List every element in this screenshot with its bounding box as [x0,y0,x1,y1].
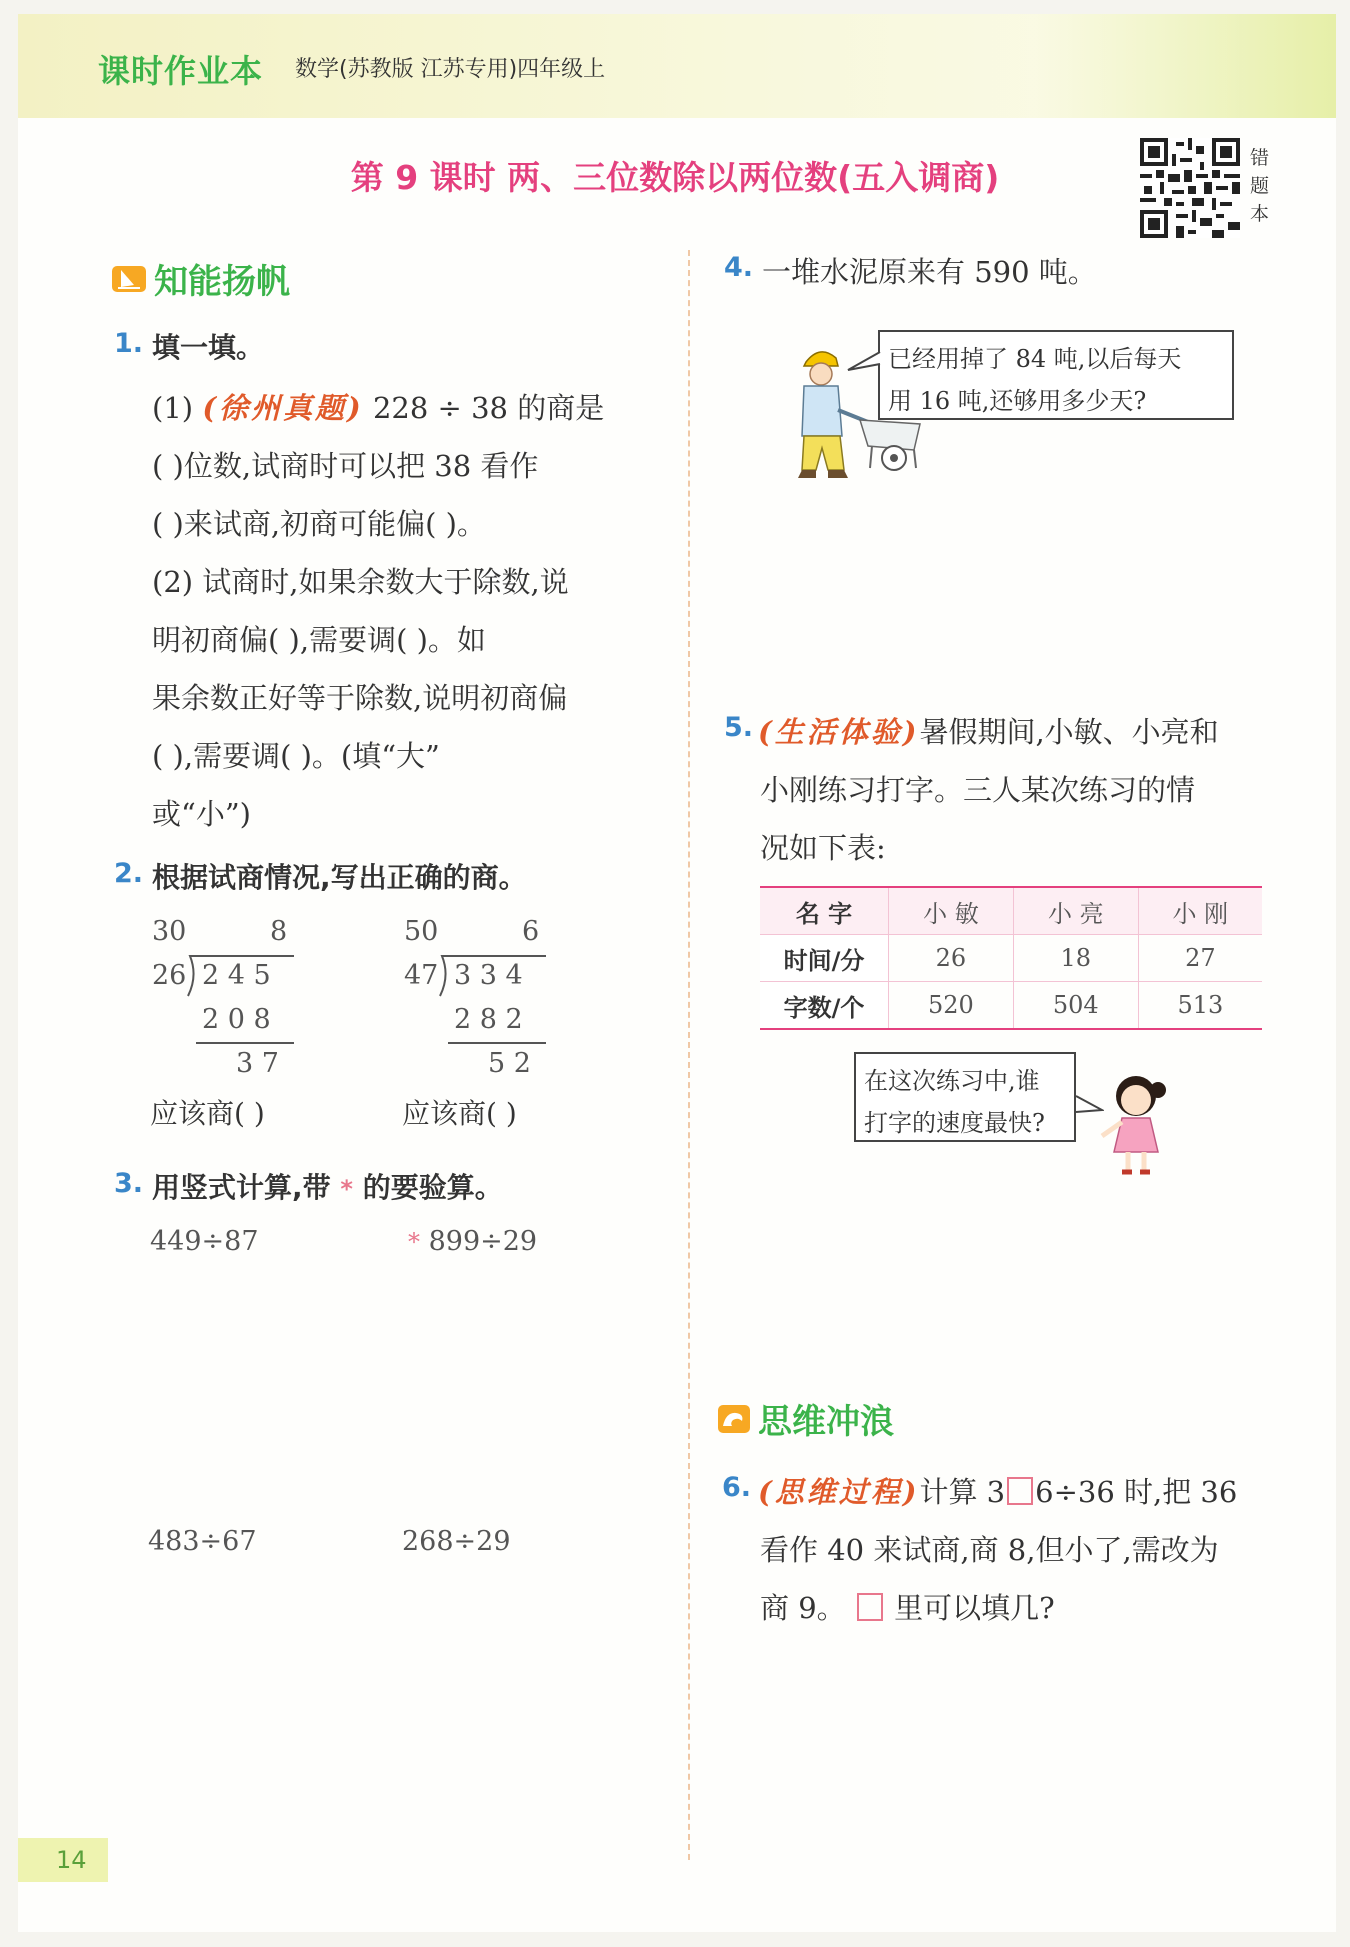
table-cell: 27 [1138,935,1262,982]
blank-box[interactable] [1007,1477,1033,1505]
q3-title-a: 用竖式计算,带 [152,1171,331,1204]
wave-icon [718,1404,750,1434]
q1-line-2: ( )位数,试商时可以把 38 看作 [152,449,539,483]
q5-text: 暑假期间,小敏、小亮和 [919,715,1219,749]
q5-line-1 [758,710,1219,751]
bubble-tail [846,348,882,374]
brand-title: 课时作业本 [98,52,264,90]
q1-line-3: ( )来试商,初商可能偏( )。 [152,507,486,541]
qr-label-char: 错 [1250,147,1270,169]
question-number: 5. [724,712,754,743]
question-title: 填一填。 [152,331,265,364]
girl-illustration [1094,1066,1174,1186]
table-cell: 504 [1013,982,1138,1030]
divisor: 47 [404,960,439,991]
q6-line-1 [758,1470,1237,1511]
q6-text: 里可以填几? [894,1591,1055,1625]
header-accent [1036,14,1336,118]
q1-line-8: 或“小”) [152,797,251,831]
speech-bubble [878,330,1234,420]
section-heading-2 [718,1394,894,1443]
q3-title-b: 的要验算。 [362,1171,503,1204]
page-number: 14 [18,1838,108,1882]
q5-line-3: 况如下表: [760,831,886,865]
subject-label: 数学(苏教版 江苏专用)四年级上 [295,57,606,82]
table-row [760,935,1262,982]
typing-table [760,886,1262,1030]
trial-quotient: 50 [404,916,439,947]
lesson-title: 第 9 课时 两、三位数除以两位数(五入调商) [350,158,1000,197]
table-cell: 字数/个 [760,982,889,1030]
calc-item-starred [408,1226,537,1257]
section-heading-1 [112,254,290,303]
column-divider [688,250,690,1860]
q6-text: 6÷36 时,把 36 [1035,1475,1238,1509]
q1-text: 228 ÷ 38 的商是 [372,391,605,425]
q6-line-2: 看作 40 来试商,商 8,但小了,需改为 [760,1533,1219,1567]
bubble-line: 打字的速度最快? [864,1109,1045,1137]
answer-blank[interactable]: 应该商( ) [402,1097,517,1130]
question-number: 3. [114,1168,144,1199]
calc-item: 483÷67 [148,1526,257,1557]
remainder: 3 7 [236,1048,279,1079]
q1-line-4: (2) 试商时,如果余数大于除数,说 [152,565,569,599]
star-mark: * [340,1175,353,1203]
question-number: 1. [114,328,144,359]
bubble-line: 已经用掉了 84 吨,以后每天 [888,345,1182,373]
calc-item: 449÷87 [150,1226,259,1257]
q6-line-3 [760,1586,1055,1627]
qr-label-char: 题 [1250,175,1270,197]
speech-bubble [854,1052,1076,1142]
table-cell: 小 刚 [1138,887,1262,935]
divisor: 26 [152,960,187,991]
blank-box[interactable] [857,1593,883,1621]
q5-line-2: 小刚练习打字。三人某次练习的情 [760,773,1196,807]
question-title [152,1166,503,1206]
table-cell: 名 字 [760,887,889,935]
dividend: 2 4 5 [202,960,271,991]
table-cell: 时间/分 [760,935,889,982]
answer-blank[interactable]: 应该商( ) [150,1097,265,1130]
remainder: 5 2 [488,1048,531,1079]
q1-line-5: 明初商偏( ),需要调( )。如 [152,623,486,657]
calc-expression: 899÷29 [428,1226,538,1257]
source-tag: (生活体验) [758,715,920,749]
q6-text: 计算 3 [919,1475,1006,1509]
trial-quotient: 30 [152,916,187,947]
sail-icon [112,264,146,294]
table-cell: 18 [1013,935,1138,982]
table-cell: 513 [1138,982,1262,1030]
qr-code-icon [1140,138,1240,238]
table-row [760,982,1262,1030]
q6-text: 商 9。 [760,1591,846,1625]
bubble-line: 用 16 吨,还够用多少天? [888,387,1147,415]
product: 2 0 8 [202,1004,271,1035]
q1-line-6: 果余数正好等于除数,说明初商偏 [152,681,568,715]
dividend: 3 3 4 [454,960,523,991]
section-title: 思维冲浪 [758,1402,894,1442]
q1-part-label: (1) [152,391,194,425]
table-cell: 小 敏 [889,887,1014,935]
section-title: 知能扬帆 [154,262,290,302]
product: 2 8 2 [454,1004,523,1035]
table-cell: 小 亮 [1013,887,1138,935]
table-cell: 26 [889,935,1014,982]
subtract-line [448,1042,546,1044]
q1-line-7: ( ),需要调( )。(填“大” [152,739,440,773]
question-number: 6. [722,1472,752,1503]
table-header-row [760,887,1262,935]
quotient-digit: 8 [270,916,288,947]
qr-code[interactable] [1140,138,1240,238]
qr-label-char: 本 [1250,203,1270,225]
quotient-digit: 6 [522,916,540,947]
subtract-line [196,1042,294,1044]
bubble-line: 在这次练习中,谁 [864,1067,1040,1095]
calc-item: 268÷29 [402,1526,511,1557]
question-title: 根据试商情况,写出正确的商。 [152,861,527,894]
table-cell: 520 [889,982,1014,1030]
q1-line-1 [152,386,604,427]
q4-text: 一堆水泥原来有 590 吨。 [762,255,1097,289]
source-tag: (思维过程) [758,1475,920,1509]
qr-label [1250,144,1272,228]
star-mark: * [408,1228,420,1256]
question-number: 2. [114,858,144,889]
source-tag: (徐州真题) [202,391,364,425]
question-number: 4. [724,252,754,283]
